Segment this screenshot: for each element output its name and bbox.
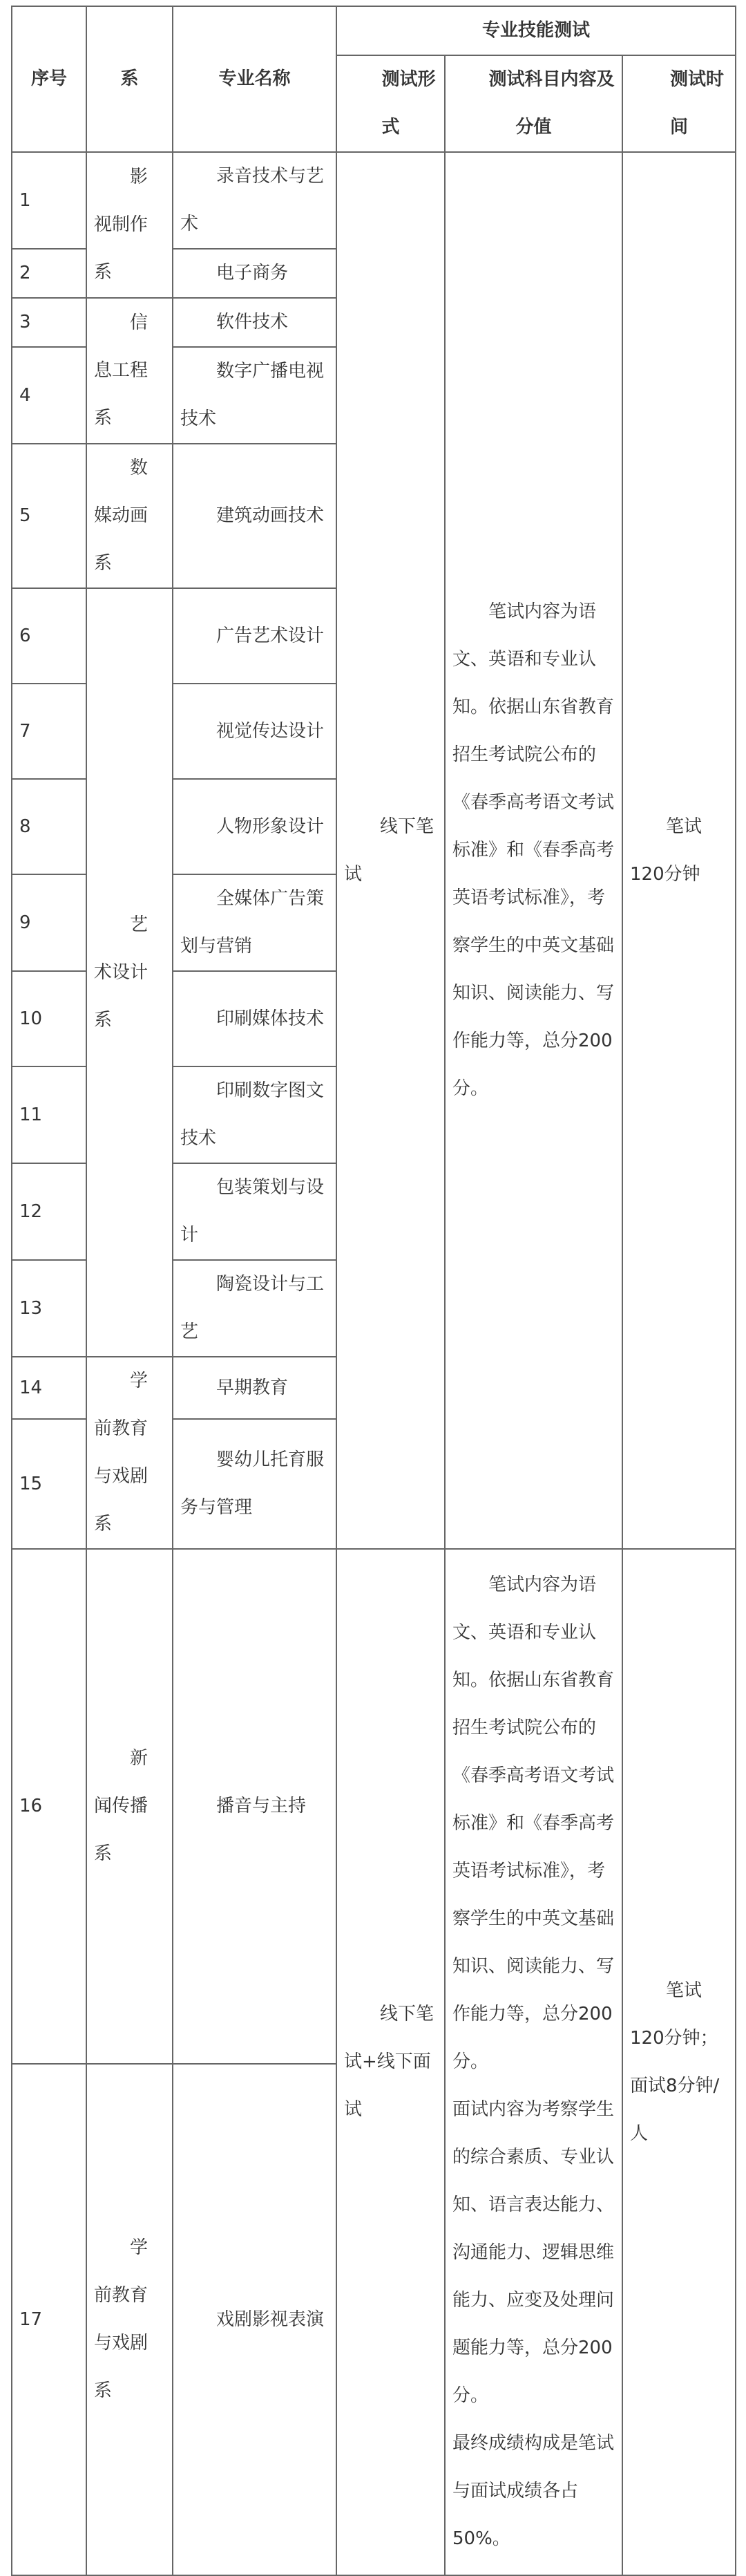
row-seq: 6: [12, 588, 86, 684]
row-seq: 1: [12, 152, 86, 249]
row-dept: 新闻传播系: [86, 1549, 173, 2064]
group2-content-written: 笔试内容为语文、英语和专业认知。依据山东省教育招生考试院公布的《春季高考语文考试标准》和《春季高考英语考试标准》，考察学生的中英文基础知识、阅读能力、写作能力等，总分200分。: [452, 1574, 615, 2072]
row-major: 软件技术: [173, 298, 336, 347]
header-seq: 序号: [12, 6, 86, 152]
row-major: 数字广播电视技术: [173, 347, 336, 444]
row-seq: 16: [12, 1549, 86, 2064]
row-major: 播音与主持: [173, 1549, 336, 2064]
row-major: 录音技术与艺术: [173, 152, 336, 249]
row-major: 陶瓷设计与工艺: [173, 1260, 336, 1357]
row-seq: 8: [12, 779, 86, 874]
row-seq: 15: [12, 1419, 86, 1549]
row-major: 早期教育: [173, 1357, 336, 1419]
group2-content-interview: 面试内容为考察学生的综合素质、专业认知、语言表达能力、沟通能力、逻辑思维能力、应变及处理问题能力等，总分200分。: [452, 2099, 615, 2406]
table-row: [12, 152, 736, 249]
row-seq: 7: [12, 684, 86, 779]
group2-test-content: [445, 1549, 622, 2575]
skill-test-table: [11, 6, 736, 2576]
row-seq: 10: [12, 971, 86, 1066]
group1-test-time: 笔试120分钟: [622, 152, 736, 1549]
row-dept: 学前教育与戏剧系: [86, 1357, 173, 1549]
row-major: 电子商务: [173, 249, 336, 298]
group2-content-final: 最终成绩构成是笔试与面试成绩各占50%。: [452, 2433, 615, 2549]
group1-test-form: 线下笔试: [336, 152, 445, 1549]
row-dept: 数媒动画系: [86, 444, 173, 588]
row-major: 视觉传达设计: [173, 684, 336, 779]
group2-test-time: 笔试120分钟；面试8分钟/人: [622, 1549, 736, 2575]
row-major: 建筑动画技术: [173, 444, 336, 588]
row-dept: 信息工程系: [86, 298, 173, 444]
row-seq: 9: [12, 874, 86, 971]
row-seq: 4: [12, 347, 86, 444]
row-major: 婴幼儿托育服务与管理: [173, 1419, 336, 1549]
header-dept: 系: [86, 6, 173, 152]
group1-test-content: 笔试内容为语文、英语和专业认知。依据山东省教育招生考试院公布的《春季高考语文考试标准》和《春季高考英语考试标准》，考察学生的中英文基础知识、阅读能力、写作能力等，总分200分。: [445, 152, 622, 1549]
row-seq: 3: [12, 298, 86, 347]
header-test-content: 测试科目内容及分值: [445, 55, 622, 152]
row-major: 包装策划与设计: [173, 1163, 336, 1260]
row-seq: 11: [12, 1066, 86, 1163]
header-skill-test: 专业技能测试: [336, 6, 736, 55]
row-seq: 17: [12, 2064, 86, 2575]
row-major: 印刷媒体技术: [173, 971, 336, 1066]
header-major: 专业名称: [173, 6, 336, 152]
row-seq: 2: [12, 249, 86, 298]
row-seq: 13: [12, 1260, 86, 1357]
row-seq: 12: [12, 1163, 86, 1260]
row-major: 全媒体广告策划与营销: [173, 874, 336, 971]
header-row-top: [12, 6, 736, 55]
row-seq: 14: [12, 1357, 86, 1419]
row-major: 广告艺术设计: [173, 588, 336, 684]
header-test-time: 测试时间: [622, 55, 736, 152]
header-test-form: 测试形式: [336, 55, 445, 152]
group2-test-form: 线下笔试+线下面试: [336, 1549, 445, 2575]
row-seq: 5: [12, 444, 86, 588]
row-dept: 学前教育与戏剧系: [86, 2064, 173, 2575]
table-row: [12, 1549, 736, 2064]
row-dept: 影视制作系: [86, 152, 173, 298]
row-major: 人物形象设计: [173, 779, 336, 874]
row-major: 戏剧影视表演: [173, 2064, 336, 2575]
row-dept: 艺术设计系: [86, 588, 173, 1357]
row-major: 印刷数字图文技术: [173, 1066, 336, 1163]
